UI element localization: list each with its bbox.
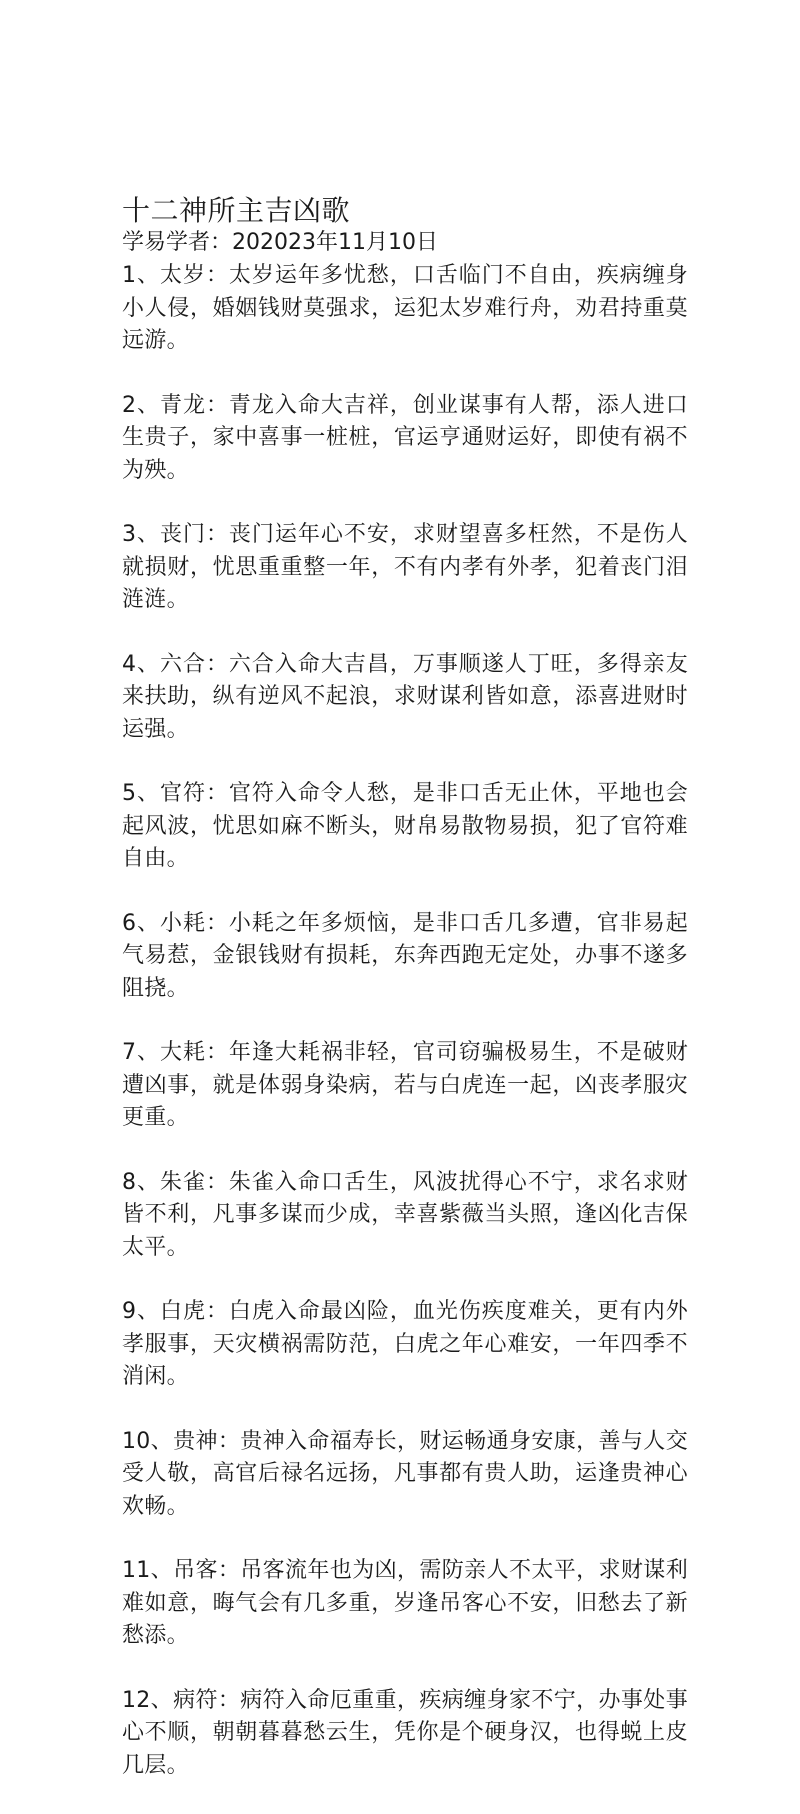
entry-xiaohao: 6、小耗：小耗之年多烦恼，是非口舌几多遭，官非易起气易惹，金银钱财有损耗，东奔西跑无定处，办事不遂多阻挠。 — [122, 910, 688, 1001]
entry-bingfu: 12、病符：病符入命厄重重，疾病缠身家不宁，办事处事心不顺，朝朝暮暮愁云生，凭你是个硬身汉，也得蜕上皮几层。 — [122, 1687, 688, 1778]
entry-list — [122, 260, 688, 1782]
document-page — [122, 194, 688, 1814]
entry-taisui: 1、太岁：太岁运年多忧愁，口舌临门不自由，疾病缠身小人侵，婚姻钱财莫强求，运犯太岁难行舟，劝君持重莫远游。 — [122, 263, 688, 353]
document-title: 十二神所主吉凶歌 — [122, 194, 351, 227]
author-date-line: 学易学者：202023年11月10日 — [122, 230, 438, 255]
entry-dahao: 7、大耗：年逢大耗祸非轻，官司窃骗极易生，不是破财遭凶事，就是体弱身染病，若与白虎连一起，凶丧孝服灾更重。 — [122, 1040, 688, 1130]
entry-guishen: 10、贵神：贵神入命福寿长，财运畅通身安康，善与人交受人敬，高官后禄名远扬，凡事都有贵人助，运逢贵神心欢畅。 — [122, 1428, 688, 1519]
entry-guanfu: 5、官符：官符入命令人愁，是非口舌无止休，平地也会起风波，忧思如麻不断头，财帛易散物易损，犯了官符难自由。 — [122, 781, 688, 871]
entry-baihu: 9、白虎：白虎入命最凶险，血光伤疾度难关，更有内外孝服事，天灾横祸需防范，白虎之年心难安，一年四季不消闲。 — [122, 1299, 688, 1389]
entry-liuhe: 4、六合：六合入命大吉昌，万事顺遂人丁旺，多得亲友来扶助，纵有逆风不起浪，求财谋利皆如意，添喜进财时运强。 — [122, 651, 688, 742]
entry-zhuque: 8、朱雀：朱雀入命口舌生，风波扰得心不宁，求名求财皆不利，凡事多谋而少成，幸喜紫薇当头照，逢凶化吉保太平。 — [122, 1169, 688, 1260]
entry-sangmen: 3、丧门：丧门运年心不安，求财望喜多枉然，不是伤人就损财，忧思重重整一年，不有内孝有外孝，犯着丧门泪涟涟。 — [122, 522, 688, 612]
entry-diaoke: 11、吊客：吊客流年也为凶，需防亲人不太平，求财谋利难如意，晦气会有几多重，岁逢吊客心不安，旧愁去了新愁添。 — [122, 1558, 688, 1648]
entry-qinglong: 2、青龙：青龙入命大吉祥，创业谋事有人帮，添人进口生贵子，家中喜事一桩桩，官运亨通财运好，即使有祸不为殃。 — [122, 392, 688, 483]
